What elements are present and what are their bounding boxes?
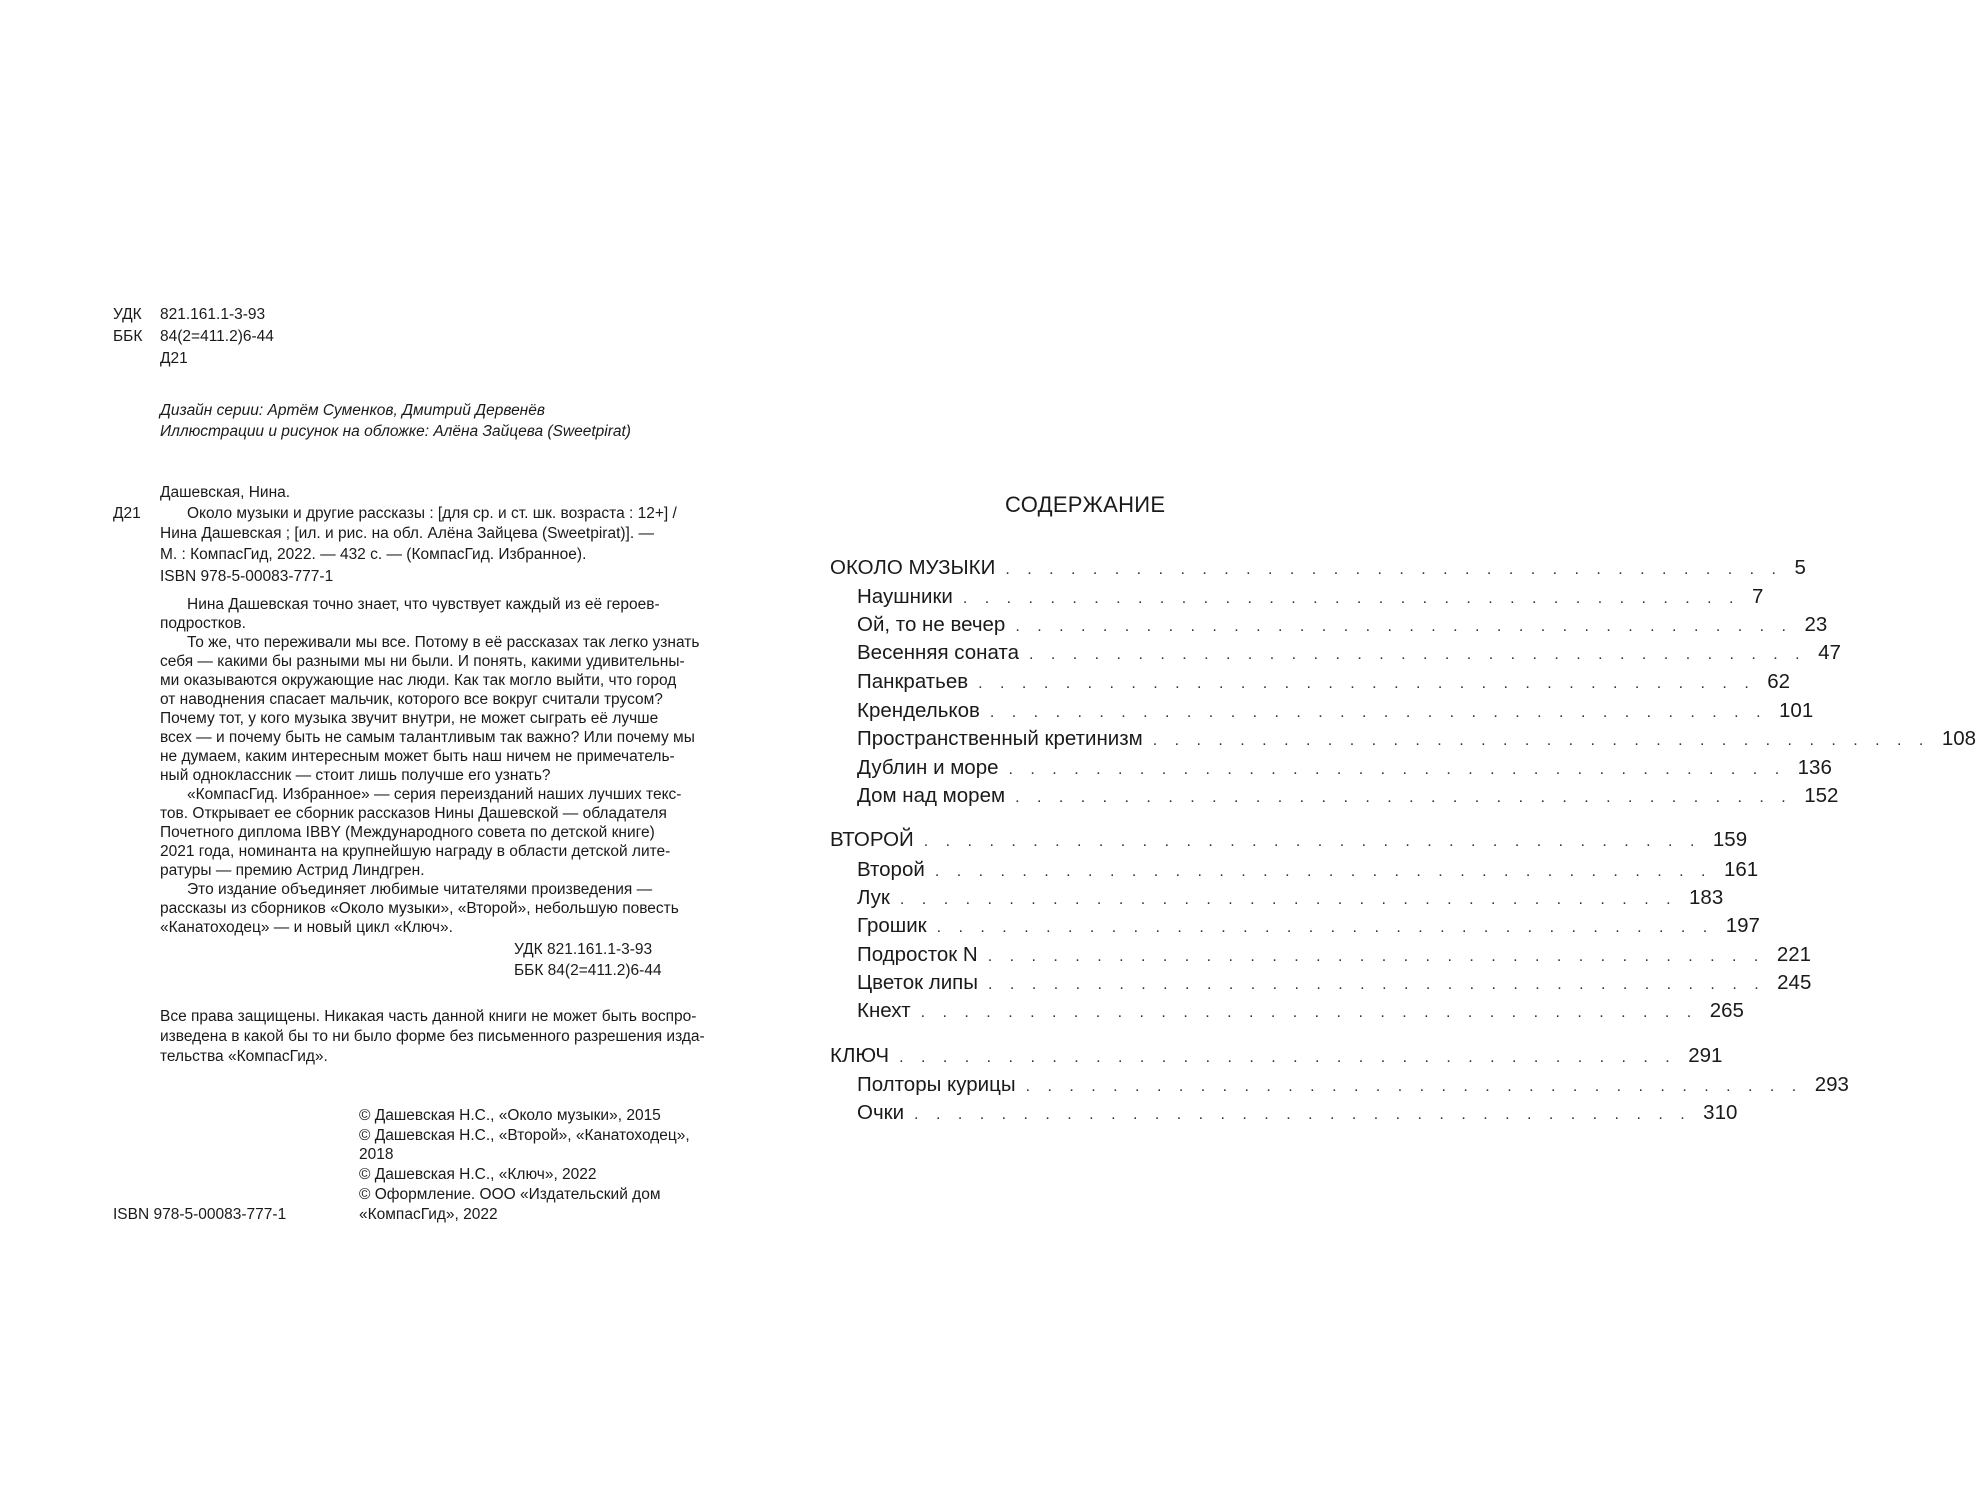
author-mark: Д21: [160, 350, 188, 367]
annotation-line: рассказы из сборников «Около музыки», «Второй», небольшую повесть: [160, 900, 679, 917]
toc-title: СОДЕРЖАНИЕ: [1005, 492, 1166, 517]
toc-item-label: Кнехт: [857, 999, 911, 1022]
toc-section-label: ОКОЛО МУЗЫКИ: [830, 556, 996, 579]
toc-item-row[interactable]: [857, 727, 1976, 755]
toc-section-row[interactable]: [830, 1044, 1723, 1072]
toc-page-number: 161: [1723, 858, 1759, 881]
toc-leader-dots: . . . . . . . . . . . . . . . . . . . . . . . . . . . . . . . . . . . .: [962, 590, 1740, 607]
toc-item-row[interactable]: [857, 971, 1812, 999]
copyright-line: © Дашевская Н.С., «Второй», «Канатоходец»,: [359, 1127, 690, 1144]
toc-item-label: Грошик: [857, 914, 927, 937]
toc-leader-dots: . . . . . . . . . . . . . . . . . . . . . . . . . . . . . . . . . . . .: [1015, 789, 1793, 806]
toc-item-row[interactable]: [857, 670, 1791, 698]
toc-leader-dots: . . . . . . . . . . . . . . . . . . . . . . . . . . . . . . . . . . . .: [914, 1106, 1692, 1123]
toc-item-label: Второй: [857, 858, 925, 881]
rights-line: изведена в какой бы то ни было форме без письменного разрешения изда-: [160, 1028, 705, 1045]
toc-page-number: 47: [1818, 641, 1841, 664]
illustration-credit: Иллюстрации и рисунок на обложке: Алёна Зайцева (Sweetpirat): [160, 423, 631, 440]
annotation-line: 2021 года, номинанта на крупнейшую награду в области детской лите-: [160, 843, 671, 860]
bib-line: М. : КомпасГид, 2022. — 432 с. — (КомпасГид. Избранное).: [160, 546, 587, 563]
toc-leader-dots: . . . . . . . . . . . . . . . . . . . . . . . . . . . . . . . . . . . .: [988, 976, 1766, 993]
toc-page-number: 7: [1752, 585, 1764, 608]
index-udk: УДК 821.161.1-3-93: [514, 941, 653, 958]
toc-leader-dots: . . . . . . . . . . . . . . . . . . . . . . . . . . . . . . . . . . . .: [1008, 761, 1786, 778]
toc-leader-dots: . . . . . . . . . . . . . . . . . . . . . . . . . . . . . . . . . . . .: [987, 948, 1765, 965]
toc-page-number: 23: [1804, 613, 1828, 636]
toc-item-label: Подросток N: [857, 943, 978, 966]
toc-leader-dots: . . . . . . . . . . . . . . . . . . . . . . . . . . . . . . . . . . . .: [1028, 646, 1807, 663]
toc-section-row[interactable]: [830, 556, 1806, 584]
toc-page-number: 5: [1794, 556, 1806, 579]
toc-leader-dots: . . . . . . . . . . . . . . . . . . . . . . . . . . . . . . . . . . . .: [989, 704, 1768, 721]
toc-leader-dots: . . . . . . . . . . . . . . . . . . . . . . . . . . . . . . . . . . . .: [899, 891, 1678, 908]
toc-section-row[interactable]: [830, 828, 1748, 856]
toc-item-row[interactable]: [857, 784, 1839, 812]
annotation-line: не думаем, каким интересным может быть наш ничем не примечатель-: [160, 748, 675, 765]
toc-section-label: КЛЮЧ: [830, 1044, 890, 1067]
toc-item-label: Лук: [857, 886, 890, 909]
toc-item-row[interactable]: [857, 943, 1812, 971]
author-heading: Дашевская, Нина.: [160, 484, 291, 501]
toc-item-row[interactable]: [857, 613, 1828, 641]
toc-item-label: Крендельков: [857, 699, 980, 722]
toc-page-number: 183: [1689, 886, 1724, 909]
toc-item-label: Цветок липы: [857, 971, 979, 994]
udk-value: 821.161.1-3-93: [160, 306, 266, 323]
toc-page-number: 136: [1797, 756, 1832, 779]
udk-label: УДК: [113, 306, 142, 323]
toc-leader-dots: . . . . . . . . . . . . . . . . . . . . . . . . . . . . . . . . . . . .: [1152, 732, 1930, 749]
annotation-line: ный одноклассник — стоит лишь получше его узнать?: [160, 767, 551, 784]
toc-item-row[interactable]: [857, 641, 1841, 669]
annotation-line: Нина Дашевская точно знает, что чувствует каждый из её героев-: [187, 596, 660, 613]
toc-item-label: Панкратьев: [857, 670, 969, 693]
toc-page-number: 152: [1804, 784, 1839, 807]
toc-item-row[interactable]: [857, 585, 1764, 613]
index-bbk: ББК 84(2=411.2)6-44: [514, 962, 662, 979]
toc-leader-dots: . . . . . . . . . . . . . . . . . . . . . . . . . . . . . . . . . . . .: [978, 675, 1756, 692]
annotation-line: Почетного диплома IBBY (Международного совета по детской книге): [160, 824, 655, 841]
toc-item-row[interactable]: [857, 886, 1724, 914]
bbk-value: 84(2=411.2)6-44: [160, 328, 274, 345]
toc-page-number: 265: [1709, 999, 1744, 1022]
annotation-line: Это издание объединяет любимые читателями произведения —: [187, 881, 653, 898]
toc-item-row[interactable]: [857, 756, 1832, 784]
bib-line: Около музыки и другие рассказы : [для ср. и ст. шк. возраста : 12+] /: [187, 505, 677, 522]
toc-page-number: 101: [1779, 699, 1814, 722]
toc-item-label: Весенняя соната: [857, 641, 1019, 664]
annotation-line: тов. Открывает ее сборник рассказов Нины Дашевской — обладателя: [160, 805, 667, 822]
toc-leader-dots: . . . . . . . . . . . . . . . . . . . . . . . . . . . . . . . . . . . .: [1005, 561, 1783, 578]
toc-item-label: Наушники: [857, 585, 953, 608]
toc-page-number: 245: [1777, 971, 1812, 994]
annotation-line: себя — какими бы разными мы ни были. И понять, какими удивительны-: [160, 653, 685, 670]
toc-item-row[interactable]: [857, 1101, 1738, 1129]
toc-item-label: Ой, то не вечер: [857, 613, 1006, 636]
copyright-line: © Оформление. ООО «Издательский дом: [359, 1186, 661, 1203]
annotation-line: «КомпасГид. Избранное» — серия переизданий наших лучших текс-: [187, 786, 682, 803]
annotation-line: ми оказываются окружающие нас люди. Как так могло выйти, что город: [160, 672, 677, 689]
annotation-line: подростков.: [160, 615, 246, 632]
toc-item-row[interactable]: [857, 699, 1814, 727]
annotation-line: от наводнения спасает мальчик, которого все вокруг считали трусом?: [160, 691, 663, 708]
toc-item-label: Очки: [857, 1101, 905, 1124]
toc-page-number: 221: [1776, 943, 1812, 966]
toc-item-label: Пространственный кретинизм: [857, 727, 1143, 750]
toc-page-number: 108: [1941, 727, 1976, 750]
copyright-line: «КомпасГид», 2022: [359, 1206, 498, 1223]
toc-leader-dots: . . . . . . . . . . . . . . . . . . . . . . . . . . . . . . . . . . . .: [1025, 1078, 1803, 1095]
isbn-bottom: ISBN 978-5-00083-777-1: [113, 1206, 287, 1223]
copyright-line: © Дашевская Н.С., «Около музыки», 2015: [359, 1107, 661, 1124]
annotation-line: «Канатоходец» — и новый цикл «Ключ».: [160, 919, 453, 936]
toc-leader-dots: . . . . . . . . . . . . . . . . . . . . . . . . . . . . . . . . . . . .: [920, 1004, 1698, 1021]
design-credit: Дизайн серии: Артём Суменков, Дмитрий Дервенёв: [160, 402, 545, 419]
toc-item-row[interactable]: [857, 999, 1744, 1027]
toc-page-number: 293: [1814, 1073, 1849, 1096]
rights-line: Все права защищены. Никакая часть данной книги не может быть воспро-: [160, 1008, 697, 1025]
toc-page-number: 62: [1767, 670, 1791, 693]
copyright-line: 2018: [359, 1146, 394, 1163]
toc-item-row[interactable]: [857, 858, 1759, 886]
bbk-label: ББК: [113, 328, 143, 345]
toc-page-number: 310: [1703, 1101, 1738, 1124]
toc-page-number: 291: [1688, 1044, 1723, 1067]
toc-leader-dots: . . . . . . . . . . . . . . . . . . . . . . . . . . . . . . . . . . . .: [923, 833, 1701, 850]
toc-item-row[interactable]: [857, 914, 1760, 942]
toc-page-number: 197: [1725, 914, 1760, 937]
toc-item-row[interactable]: [857, 1073, 1849, 1101]
rights-line: тельства «КомпасГид».: [160, 1048, 328, 1065]
toc-item-label: Полторы курицы: [857, 1073, 1016, 1096]
isbn-line: ISBN 978-5-00083-777-1: [160, 568, 334, 585]
toc-leader-dots: . . . . . . . . . . . . . . . . . . . . . . . . . . . . . . . . . . . .: [936, 919, 1714, 936]
toc-item-label: Дублин и море: [857, 756, 999, 779]
bib-line: Нина Дашевская ; [ил. и рис. на обл. Алёна Зайцева (Sweetpirat)]. —: [160, 525, 654, 542]
copyright-line: © Дашевская Н.С., «Ключ», 2022: [359, 1166, 597, 1183]
toc-section-label: ВТОРОЙ: [830, 828, 914, 851]
toc-leader-dots: . . . . . . . . . . . . . . . . . . . . . . . . . . . . . . . . . . . .: [899, 1049, 1677, 1066]
annotation-line: ратуры — премию Астрид Линдгрен.: [160, 862, 425, 879]
annotation-line: То же, что переживали мы все. Потому в её рассказах так легко узнать: [187, 634, 700, 651]
annotation-line: Почему тот, у кого музыка звучит внутри, не может сыграть её лучше: [160, 710, 659, 727]
side-mark: Д21: [113, 505, 141, 522]
toc-leader-dots: . . . . . . . . . . . . . . . . . . . . . . . . . . . . . . . . . . . .: [1015, 618, 1793, 635]
toc-leader-dots: . . . . . . . . . . . . . . . . . . . . . . . . . . . . . . . . . . . .: [934, 863, 1712, 880]
annotation-line: всех — и почему быть не самым талантливым так важно? Или почему мы: [160, 729, 695, 746]
toc-page-number: 159: [1712, 828, 1748, 851]
toc-item-label: Дом над морем: [857, 784, 1006, 807]
